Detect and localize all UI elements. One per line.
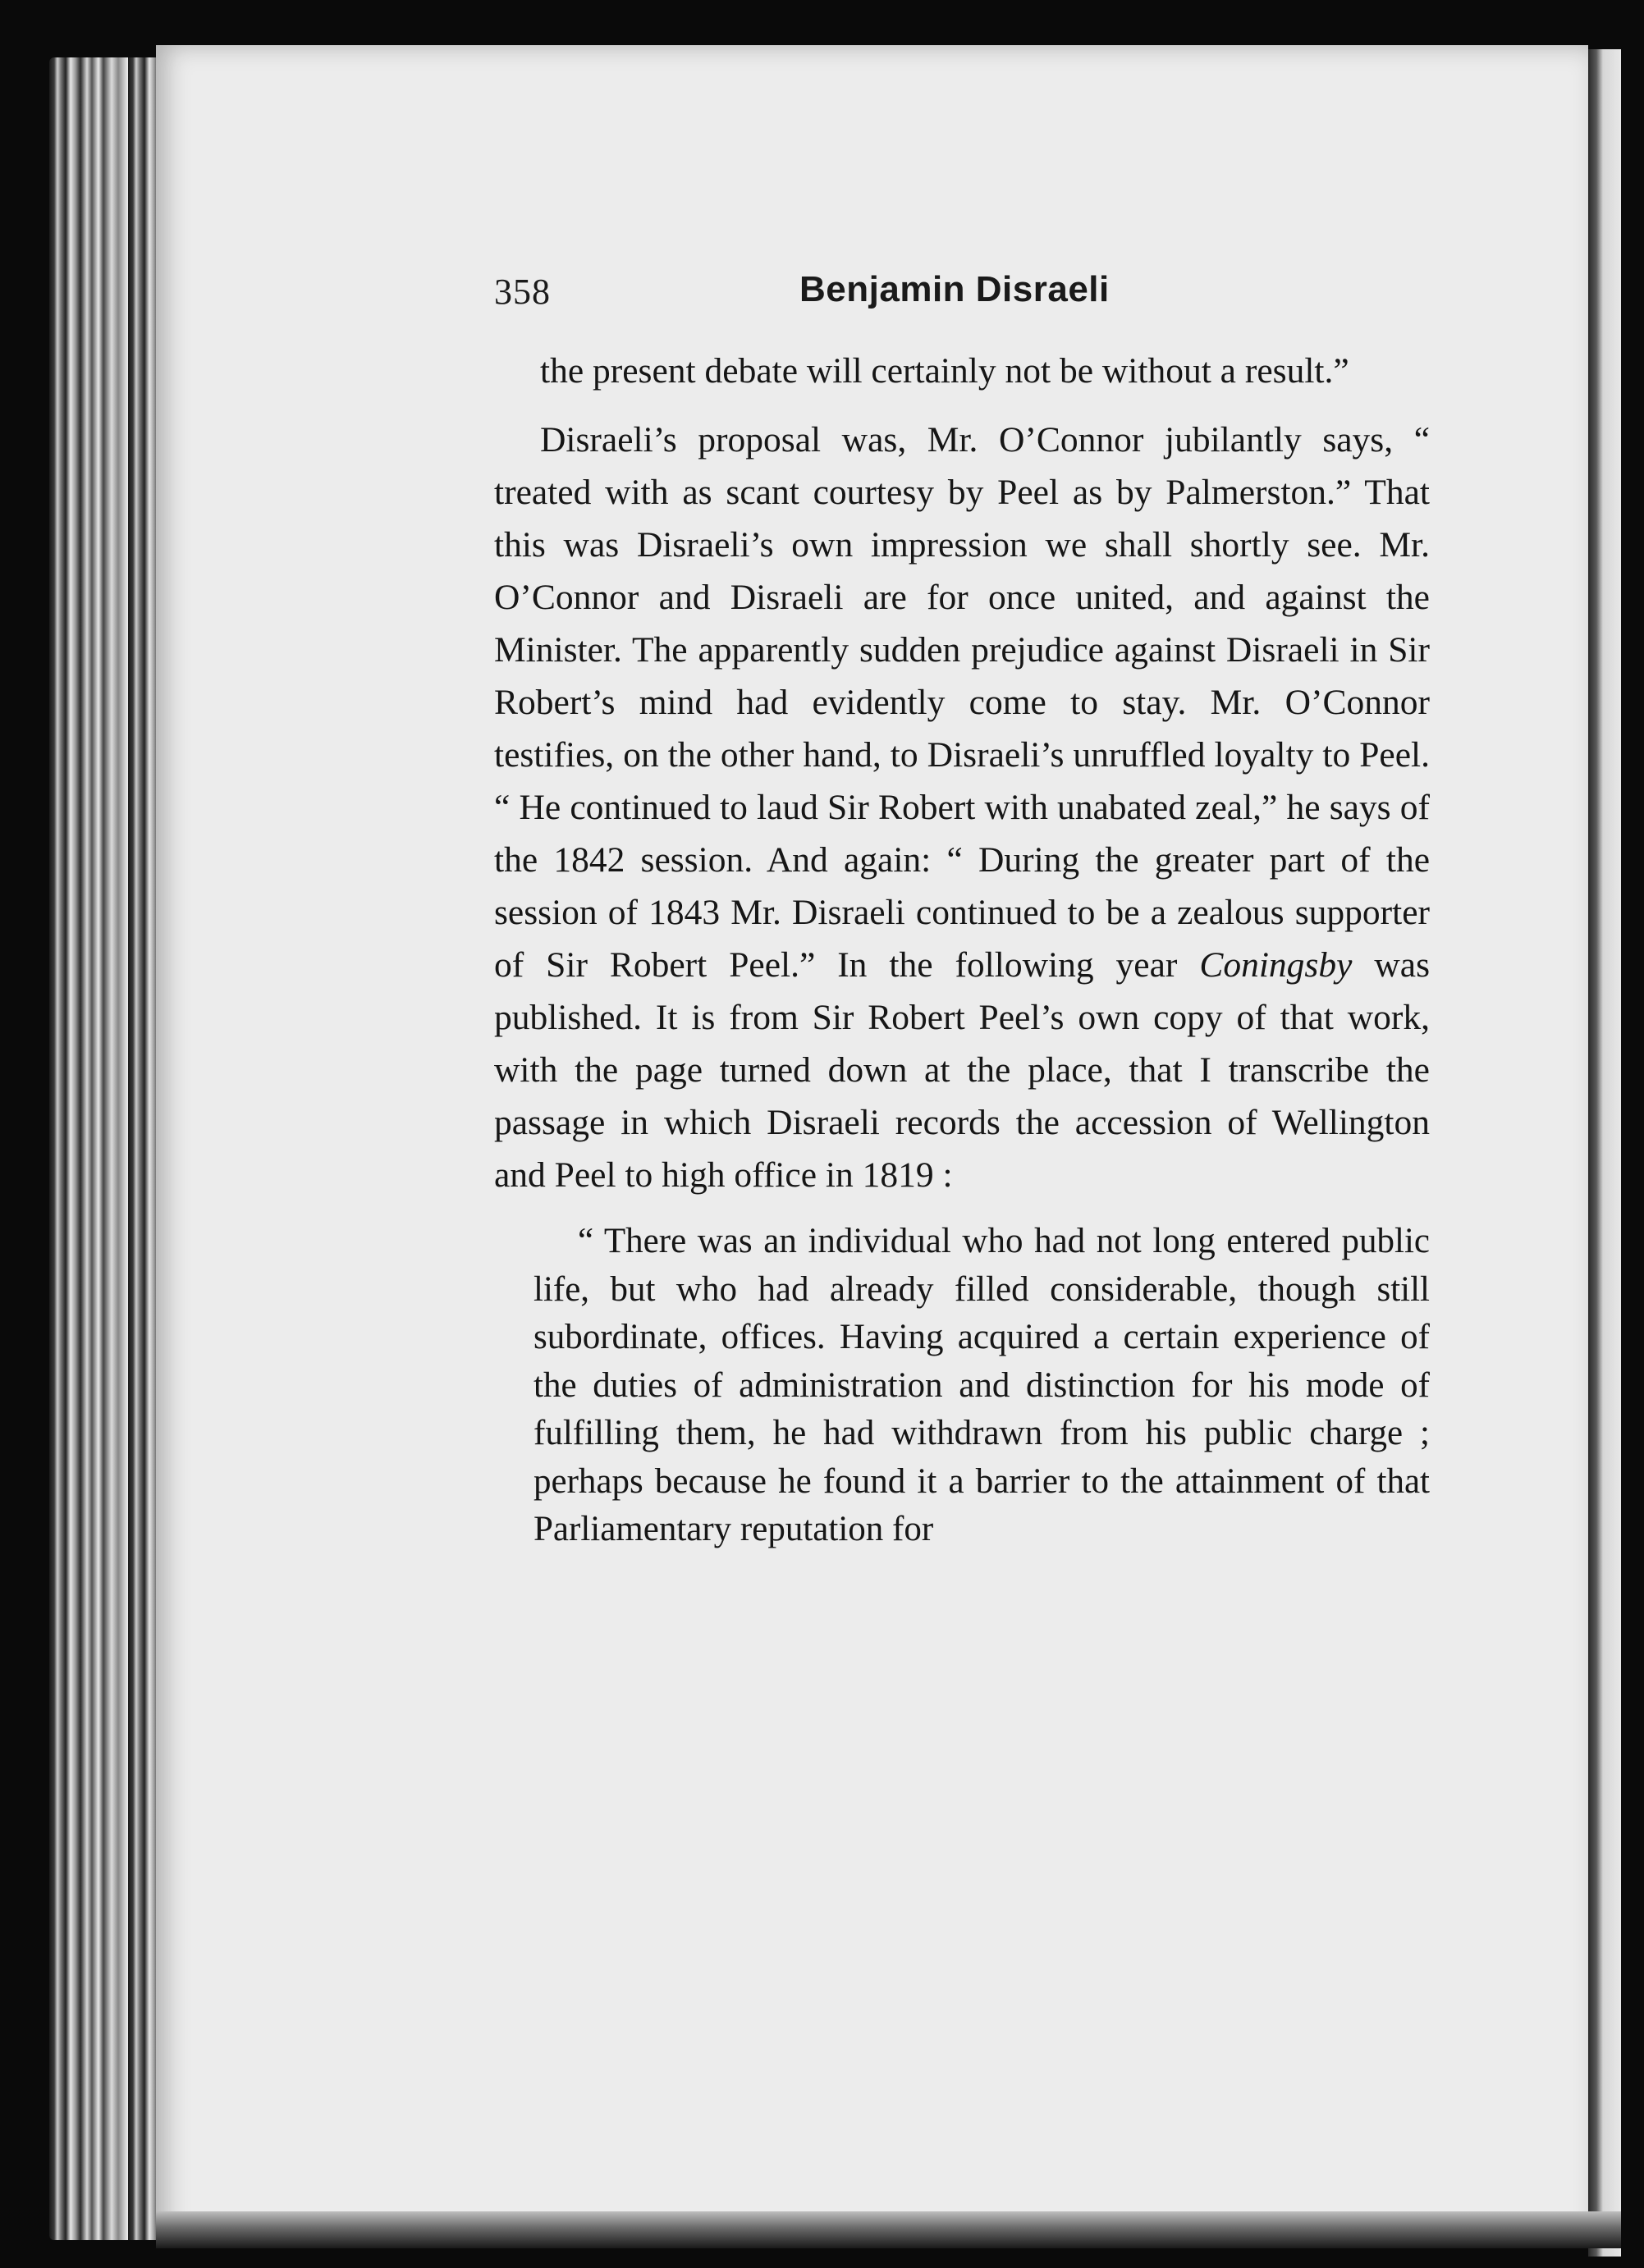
- italic-book-title: Coningsby: [1199, 945, 1353, 985]
- page-right-edge: [1588, 49, 1621, 2257]
- block-quotation: “ There was an individual who had not long entered public life, but who had already filled considerable, though still subordinate, offices. Having acquired a certain experience of the duties of administration and distinction for his mode of fulfilling them, he had withdrawn from his public charge ; perhaps because he found it a barrier to the attainment of that Parliamentary reputation for: [533, 1222, 1430, 1548]
- page-bottom-edge: [156, 2211, 1621, 2248]
- paragraph-main: [494, 414, 1430, 1201]
- running-head: [494, 271, 1151, 320]
- body-text: [494, 345, 1430, 1554]
- paragraph-main-text-2: was published. It is from Sir Robert Peel’s own copy of that work, with the page turned down at the place, that I transcribe the passage in which Disraeli records the accession of Wellington and Peel to high office in 1819 :: [494, 945, 1431, 1195]
- running-title: Benjamin Disraeli: [799, 269, 1110, 309]
- page-number: 358: [494, 272, 551, 312]
- paragraph-main-text-1: Disraeli’s proposal was, Mr. O’Connor jubilantly says, “ treated with as scant courtesy by Peel as by Palmerston.” That this was Disraeli’s own impression we shall shortly see. Mr. O’Connor and Disraeli are for once united, and against the Minister. The apparently sudden prejudice against Disraeli in Sir Robert’s mind had evidently come to stay. Mr. O’Connor testifies, on the other hand, to Disraeli’s unruffled loyalty to Peel. “ He continued to laud Sir Robert with unabated zeal,” he says of the 1842 session. And again: “ During the greater part of the session of 1843 Mr. Disraeli continued to be a zealous supporter of Sir Robert Peel.” In the following year: [494, 420, 1430, 985]
- paragraph-continuation: the present debate will certainly not be without a result.”: [540, 351, 1349, 391]
